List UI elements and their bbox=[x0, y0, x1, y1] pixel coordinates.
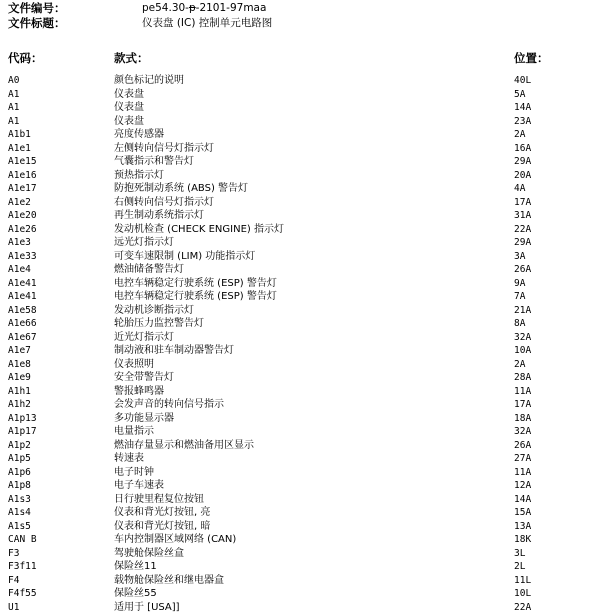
column-header-position: 位置： bbox=[514, 51, 549, 65]
component-code: A1e8 bbox=[8, 358, 31, 372]
component-code: A1e26 bbox=[8, 223, 37, 237]
list-item bbox=[0, 493, 606, 507]
component-code: A1e17 bbox=[8, 182, 37, 196]
list-item bbox=[0, 74, 606, 88]
list-item bbox=[0, 344, 606, 358]
component-code: A1p17 bbox=[8, 425, 37, 439]
component-description: 车内控制器区域网络 (CAN) bbox=[114, 533, 236, 547]
component-position: 17A bbox=[514, 196, 531, 210]
component-code: F3f11 bbox=[8, 560, 37, 574]
component-description: 制动液和驻车制动器警告灯 bbox=[114, 344, 234, 358]
list-item bbox=[0, 331, 606, 345]
list-item bbox=[0, 317, 606, 331]
list-item bbox=[0, 128, 606, 142]
list-item bbox=[0, 223, 606, 237]
column-header-code: 代码： bbox=[8, 51, 43, 65]
component-description: 载物舱保险丝和继电器盒 bbox=[114, 574, 224, 588]
component-description: 会发声音的转向信号指示 bbox=[114, 398, 224, 412]
component-description: 警报蜂鸣器 bbox=[114, 385, 164, 399]
component-code: A1e33 bbox=[8, 250, 37, 264]
list-item bbox=[0, 587, 606, 601]
component-position: 17A bbox=[514, 398, 531, 412]
component-code: A1e16 bbox=[8, 169, 37, 183]
component-code: A1e41 bbox=[8, 290, 37, 304]
component-position: 10A bbox=[514, 344, 531, 358]
list-item bbox=[0, 263, 606, 277]
component-code: A1p6 bbox=[8, 466, 31, 480]
component-description: 防抱死制动系统 (ABS) 警告灯 bbox=[114, 182, 248, 196]
component-position: 11L bbox=[514, 574, 531, 588]
list-item bbox=[0, 479, 606, 493]
component-code: A1e15 bbox=[8, 155, 37, 169]
component-description: 燃油存量显示和燃油备用区显示 bbox=[114, 439, 254, 453]
component-description: 电子时钟 bbox=[114, 466, 154, 480]
list-item bbox=[0, 236, 606, 250]
component-description: 再生制动系统指示灯 bbox=[114, 209, 204, 223]
component-code: A1e66 bbox=[8, 317, 37, 331]
doc-number-struck: p bbox=[189, 2, 196, 14]
component-code: A1 bbox=[8, 115, 19, 129]
component-position: 18A bbox=[514, 412, 531, 426]
component-position: 11A bbox=[514, 385, 531, 399]
component-code: F4 bbox=[8, 574, 19, 588]
component-code: A1p5 bbox=[8, 452, 31, 466]
component-description: 发动机检查 (CHECK ENGINE) 指示灯 bbox=[114, 223, 284, 237]
list-item bbox=[0, 574, 606, 588]
component-position: 9A bbox=[514, 277, 525, 291]
component-code: F3 bbox=[8, 547, 19, 561]
component-code: A1s5 bbox=[8, 520, 31, 534]
component-code: A1e7 bbox=[8, 344, 31, 358]
component-position: 32A bbox=[514, 331, 531, 345]
component-code: A1e58 bbox=[8, 304, 37, 318]
doc-title-value: 仪表盘 (IC) 控制单元电路图 bbox=[142, 16, 272, 30]
component-code: CAN B bbox=[8, 533, 37, 547]
component-description: 保险丝11 bbox=[114, 560, 157, 574]
list-item bbox=[0, 385, 606, 399]
doc-number-label: 文件编号： bbox=[8, 1, 66, 15]
doc-number-prefix: pe54.30- bbox=[142, 2, 189, 14]
list-item bbox=[0, 358, 606, 372]
component-position: 28A bbox=[514, 371, 531, 385]
list-item bbox=[0, 169, 606, 183]
list-item bbox=[0, 142, 606, 156]
component-description: 电控车辆稳定行驶系统 (ESP) 警告灯 bbox=[114, 277, 277, 291]
doc-title-label: 文件标题： bbox=[8, 16, 66, 30]
component-position: 22A bbox=[514, 223, 531, 237]
component-position: 14A bbox=[514, 101, 531, 115]
component-position: 21A bbox=[514, 304, 531, 318]
component-code: A1e1 bbox=[8, 142, 31, 156]
component-position: 4A bbox=[514, 182, 525, 196]
component-position: 7A bbox=[514, 290, 525, 304]
component-position: 12A bbox=[514, 479, 531, 493]
component-code: A1s3 bbox=[8, 493, 31, 507]
component-description: 电子车速表 bbox=[114, 479, 164, 493]
list-item bbox=[0, 209, 606, 223]
component-description: 颜色标记的说明 bbox=[114, 74, 184, 88]
component-description: 仪表盘 bbox=[114, 115, 144, 129]
component-code: A1p2 bbox=[8, 439, 31, 453]
component-description: 仪表盘 bbox=[114, 101, 144, 115]
list-item bbox=[0, 506, 606, 520]
component-description: 预热指示灯 bbox=[114, 169, 164, 183]
component-code: A1 bbox=[8, 88, 19, 102]
component-position: 13A bbox=[514, 520, 531, 534]
list-item bbox=[0, 452, 606, 466]
component-code: U1 bbox=[8, 601, 19, 614]
component-position: 29A bbox=[514, 155, 531, 169]
component-position: 31A bbox=[514, 209, 531, 223]
doc-number-value bbox=[142, 1, 266, 15]
component-position: 2L bbox=[514, 560, 525, 574]
component-position: 3L bbox=[514, 547, 525, 561]
component-description: 左侧转向信号灯指示灯 bbox=[114, 142, 214, 156]
doc-number-suffix: -2101-97maa bbox=[196, 2, 267, 14]
component-code: A1e41 bbox=[8, 277, 37, 291]
component-description: 日行驶里程复位按钮 bbox=[114, 493, 204, 507]
list-item bbox=[0, 277, 606, 291]
list-item bbox=[0, 439, 606, 453]
component-description: 可变车速限制 (LIM) 功能指示灯 bbox=[114, 250, 255, 264]
component-code: A1e4 bbox=[8, 263, 31, 277]
component-code: A0 bbox=[8, 74, 19, 88]
list-item bbox=[0, 466, 606, 480]
list-item bbox=[0, 101, 606, 115]
list-item bbox=[0, 304, 606, 318]
component-code: F4f55 bbox=[8, 587, 37, 601]
component-position: 20A bbox=[514, 169, 531, 183]
component-position: 18K bbox=[514, 533, 531, 547]
component-description: 仪表照明 bbox=[114, 358, 154, 372]
component-position: 8A bbox=[514, 317, 525, 331]
component-position: 40L bbox=[514, 74, 531, 88]
component-description: 转速表 bbox=[114, 452, 144, 466]
component-position: 14A bbox=[514, 493, 531, 507]
component-position: 11A bbox=[514, 466, 531, 480]
component-code: A1e67 bbox=[8, 331, 37, 345]
component-code: A1b1 bbox=[8, 128, 31, 142]
component-description: 适用于 [USA]] bbox=[114, 601, 180, 614]
list-item bbox=[0, 155, 606, 169]
component-description: 发动机诊断指示灯 bbox=[114, 304, 194, 318]
component-description: 气囊指示和警告灯 bbox=[114, 155, 194, 169]
list-item bbox=[0, 560, 606, 574]
component-code: A1p13 bbox=[8, 412, 37, 426]
component-code: A1h1 bbox=[8, 385, 31, 399]
component-position: 29A bbox=[514, 236, 531, 250]
component-description: 保险丝55 bbox=[114, 587, 157, 601]
list-item bbox=[0, 88, 606, 102]
component-position: 2A bbox=[514, 358, 525, 372]
component-position: 26A bbox=[514, 439, 531, 453]
component-position: 2A bbox=[514, 128, 525, 142]
component-description: 安全带警告灯 bbox=[114, 371, 174, 385]
component-description: 轮胎压力监控警告灯 bbox=[114, 317, 204, 331]
list-item bbox=[0, 601, 606, 614]
component-description: 仪表和背光灯按钮, 亮 bbox=[114, 506, 210, 520]
component-position: 5A bbox=[514, 88, 525, 102]
component-position: 3A bbox=[514, 250, 525, 264]
component-description: 仪表和背光灯按钮, 暗 bbox=[114, 520, 210, 534]
component-description: 电量指示 bbox=[114, 425, 154, 439]
component-description: 仪表盘 bbox=[114, 88, 144, 102]
component-position: 10L bbox=[514, 587, 531, 601]
component-code: A1e9 bbox=[8, 371, 31, 385]
component-list bbox=[0, 74, 606, 614]
component-code: A1p8 bbox=[8, 479, 31, 493]
component-description: 多功能显示器 bbox=[114, 412, 174, 426]
list-item bbox=[0, 196, 606, 210]
list-item bbox=[0, 182, 606, 196]
component-position: 22A bbox=[514, 601, 531, 614]
list-item bbox=[0, 398, 606, 412]
component-description: 右侧转向信号灯指示灯 bbox=[114, 196, 214, 210]
component-code: A1s4 bbox=[8, 506, 31, 520]
component-code: A1 bbox=[8, 101, 19, 115]
list-item bbox=[0, 412, 606, 426]
list-item bbox=[0, 425, 606, 439]
component-description: 电控车辆稳定行驶系统 (ESP) 警告灯 bbox=[114, 290, 277, 304]
component-description: 远光灯指示灯 bbox=[114, 236, 174, 250]
component-code: A1e20 bbox=[8, 209, 37, 223]
list-item bbox=[0, 250, 606, 264]
component-position: 23A bbox=[514, 115, 531, 129]
list-item bbox=[0, 547, 606, 561]
component-code: A1e2 bbox=[8, 196, 31, 210]
list-item bbox=[0, 520, 606, 534]
list-item bbox=[0, 290, 606, 304]
component-position: 16A bbox=[514, 142, 531, 156]
component-description: 近光灯指示灯 bbox=[114, 331, 174, 345]
component-code: A1e3 bbox=[8, 236, 31, 250]
component-description: 驾驶舱保险丝盒 bbox=[114, 547, 184, 561]
component-description: 亮度传感器 bbox=[114, 128, 164, 142]
component-position: 15A bbox=[514, 506, 531, 520]
component-code: A1h2 bbox=[8, 398, 31, 412]
component-position: 26A bbox=[514, 263, 531, 277]
component-description: 燃油储备警告灯 bbox=[114, 263, 184, 277]
column-header-description: 款式： bbox=[114, 51, 149, 65]
list-item bbox=[0, 115, 606, 129]
component-position: 27A bbox=[514, 452, 531, 466]
component-position: 32A bbox=[514, 425, 531, 439]
list-item bbox=[0, 371, 606, 385]
list-item bbox=[0, 533, 606, 547]
